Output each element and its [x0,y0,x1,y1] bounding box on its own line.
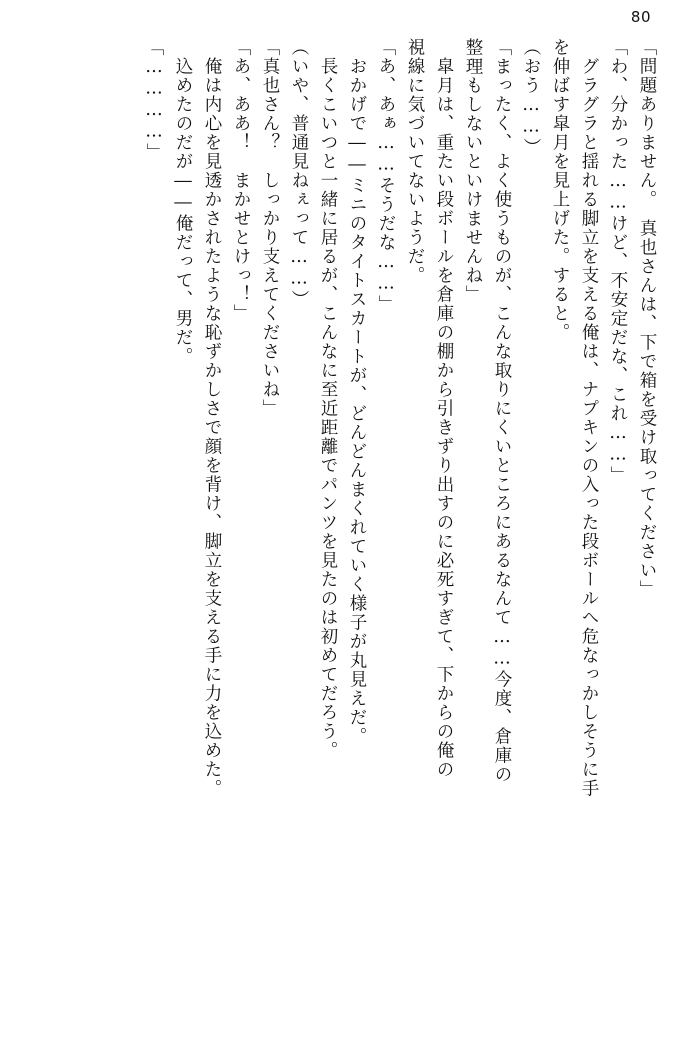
text-line: 「あ、ああ！ まかせとけっ！」 [231,38,251,323]
text-line: 「真也さん？ しっかり支えてくださいね」 [260,38,280,418]
text-line: 込めたのだが――俺だって、男だ。 [173,38,193,366]
text-line: 「問題ありません。 真也さんは、下で箱を受け取ってください」 [637,38,657,600]
page-number: 80 [630,8,651,26]
text-line: 「…………」 [144,38,164,162]
text-line: 「わ、分かった……けど、不安定だな、これ……」 [608,38,628,485]
text-line: 整理もしないといけませんね」 [463,38,483,304]
text-line: 視線に気づいてないようだ。 [405,38,425,285]
text-line: 「まったく、よく使うものが、こんな取りにくいところにあるなんて……今度、倉庫の [492,38,512,784]
vertical-text-body [20,38,655,1040]
text-line: を伸ばす皐月を見上げた。すると。 [550,38,570,342]
text-line: （おう……） [521,38,541,157]
text-line: 俺は内心を見透かされたような恥ずかしさで顔を背け、脚立を支える手に力を込めた。 [202,38,222,798]
text-line: （いや、普通見ねぇって……） [289,38,309,309]
text-line: グラグラと揺れる脚立を支える俺は、ナプキンの入った段ボールへ危なっかしそうに手 [579,38,599,798]
text-line: 「あ、あぁ……そうだな……」 [376,38,396,314]
text-line: おかげで――ミニのタイトスカートが、どんどんまくれていく様子が丸見えだ。 [347,38,367,746]
text-line: 長くこいつと一緒に居るが、こんなに至近距離でパンツを見たのは初めてだろう。 [318,38,338,760]
text-line: 皐月は、重たい段ボールを倉庫の棚から引きずり出すのに必死すぎて、下からの俺の [434,38,454,779]
